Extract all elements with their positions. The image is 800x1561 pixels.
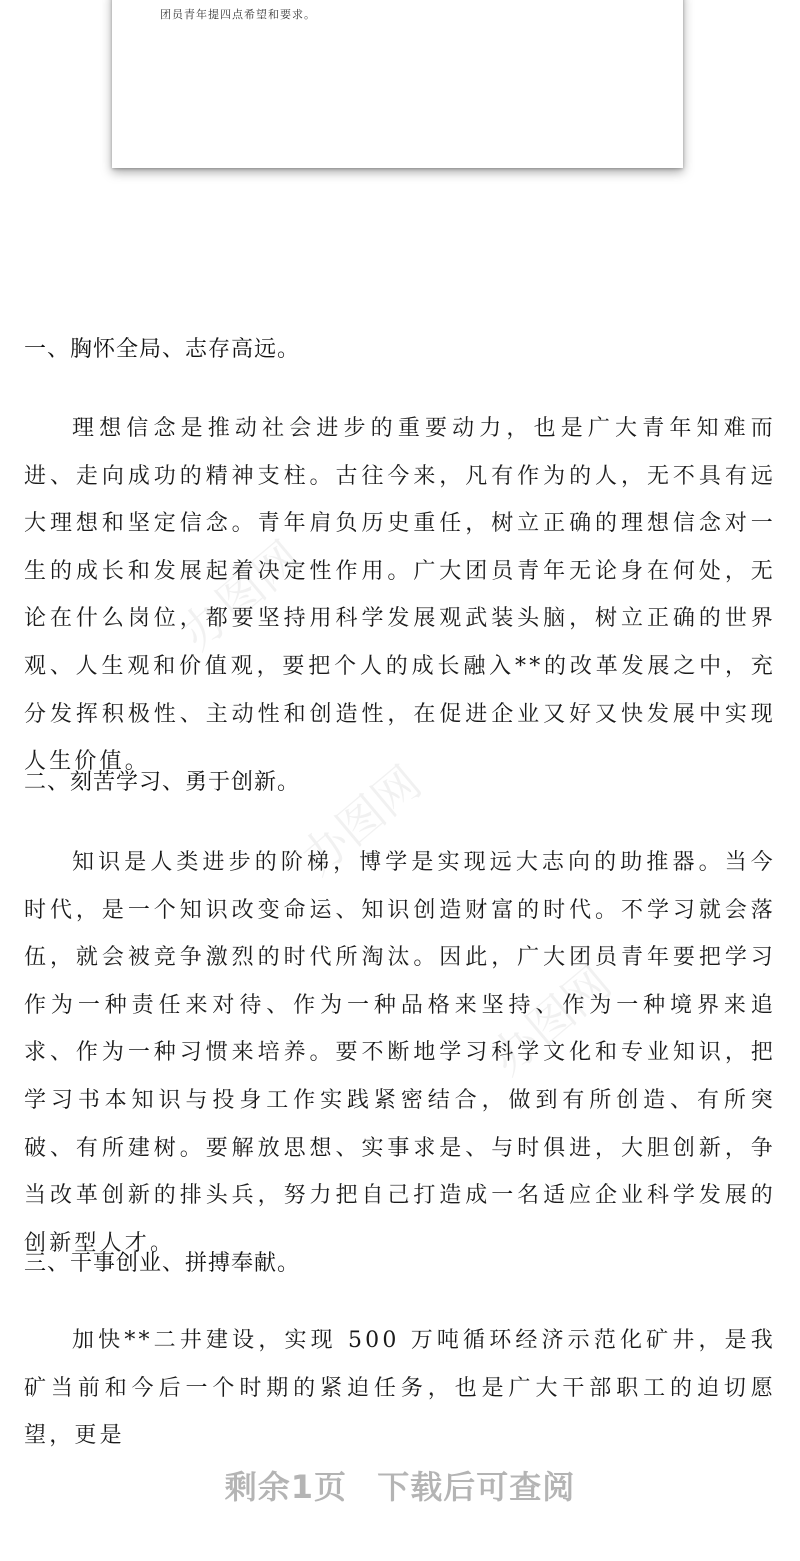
section-heading-2: 二、刻苦学习、勇于创新。 — [24, 770, 301, 795]
watermark: 办图网 — [170, 530, 312, 661]
section-paragraph-3: 加快**二井建设，实现 500 万吨循环经济示范化矿井，是我矿当前和今后一个时期的紧迫任务，也是广大干部职工的迫切愿望，更是 — [24, 1328, 776, 1449]
section-heading-1: 一、胸怀全局、志存高远。 — [24, 337, 301, 362]
section-paragraph-2: 知识是人类进步的阶梯，博学是实现远大志向的助推器。当今时代，是一个知识改变命运、知识创造财富的时代。不学习就会落伍，就会被竞争激烈的时代所淘汰。因此，广大团员青年要把学习作为一种责任来对待、作为一种品格来坚持、作为一种境界来追求、作为一种习惯来培养。要不断地学习科学文化和专业知识，把学习书本知识与投身工作实践紧密结合，做到有所创造、有所突破、有所建树。要解放思想、实事求是、与时俱进，大胆创新，争当改革创新的排头兵，努力把自己打造成一名适应企业科学发展的创新型人才。 — [24, 850, 776, 1256]
preview-card — [112, 0, 683, 168]
download-notice[interactable]: 剩余1页 下载后可查阅 — [224, 1468, 576, 1506]
watermark: 办图网 — [480, 955, 622, 1086]
preview-card-text: 团员青年提四点希望和要求。 — [160, 8, 316, 21]
watermark: 办图网 — [290, 755, 432, 886]
section-heading-3: 三、干事创业、拼搏奉献。 — [24, 1251, 301, 1276]
section-paragraph-1: 理想信念是推动社会进步的重要动力，也是广大青年知难而进、走向成功的精神支柱。古往今来，凡有作为的人，无不具有远大理想和坚定信念。青年肩负历史重任，树立正确的理想信念对一生的成长和发展起着决定性作用。广大团员青年无论身在何处，无论在什么岗位，都要坚持用科学发展观武装头脑，树立正确的世界观、人生观和价值观，要把个人的成长融入**的改革发展之中，充分发挥积极性、主动性和创造性，在促进企业又好又快发展中实现人生价值。 — [24, 416, 776, 775]
